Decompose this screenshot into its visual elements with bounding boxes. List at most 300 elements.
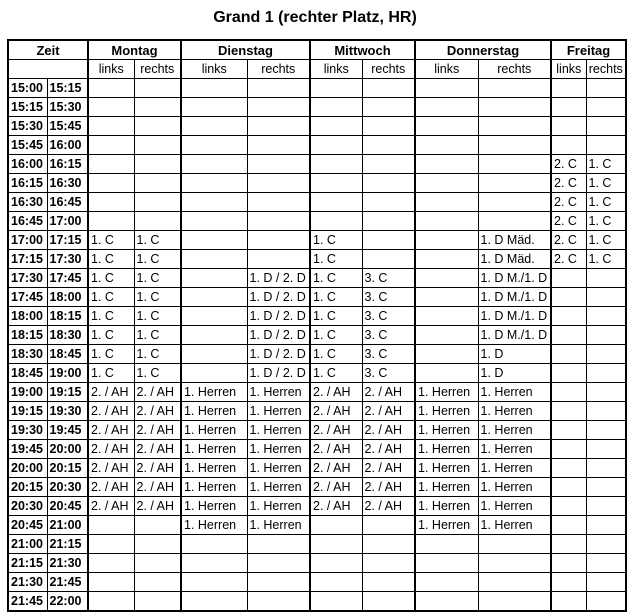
time-to-cell: 15:30 [47,98,88,117]
slot-cell [415,554,478,573]
slot-cell [478,193,551,212]
slot-cell [551,535,586,554]
time-from-cell: 18:45 [8,364,47,383]
slot-cell: 1. C [88,345,134,364]
slot-cell: 1. C [310,307,362,326]
slot-cell: 1. Herren [247,516,310,535]
header-day-donnerstag: Donnerstag [415,40,551,60]
slot-cell [134,79,181,98]
time-from-cell: 19:30 [8,421,47,440]
slot-cell: 1. C [310,326,362,345]
slot-cell: 1. Herren [415,516,478,535]
slot-cell [247,79,310,98]
slot-cell: 1. C [586,250,626,269]
slot-cell: 2. / AH [362,478,415,497]
time-from-cell: 17:30 [8,269,47,288]
slot-cell [551,98,586,117]
slot-cell [181,231,247,250]
slot-cell: 2. C [551,250,586,269]
slot-cell [310,554,362,573]
slot-cell: 1. Herren [415,478,478,497]
slot-cell: 1. Herren [415,440,478,459]
time-to-cell: 19:30 [47,402,88,421]
slot-cell: 1. C [88,307,134,326]
slot-cell [88,592,134,612]
slot-cell: 1. C [134,269,181,288]
slot-cell [247,212,310,231]
slot-cell: 1. D / 2. D [247,288,310,307]
slot-cell [310,212,362,231]
table-row [8,478,626,497]
time-from-cell: 16:30 [8,193,47,212]
slot-cell [478,554,551,573]
slot-cell [181,193,247,212]
slot-cell: 1. C [310,364,362,383]
slot-cell [551,383,586,402]
slot-cell [247,174,310,193]
slot-cell [478,136,551,155]
slot-cell [310,535,362,554]
slot-cell: 1. Herren [415,402,478,421]
slot-cell [88,212,134,231]
table-row [8,155,626,174]
time-from-cell: 18:00 [8,307,47,326]
time-to-cell: 21:00 [47,516,88,535]
table-row [8,364,626,383]
slot-cell [478,212,551,231]
schedule-body [8,79,626,612]
slot-cell [586,592,626,612]
slot-cell: 1. Herren [181,459,247,478]
slot-cell: 1. Herren [478,516,551,535]
slot-cell: 2. / AH [88,478,134,497]
slot-cell: 2. C [551,212,586,231]
slot-cell: 2. / AH [134,440,181,459]
slot-cell: 2. / AH [134,421,181,440]
header-sub: rechts [362,60,415,79]
slot-cell [310,136,362,155]
slot-cell [551,79,586,98]
slot-cell [415,364,478,383]
slot-cell: 1. D [478,364,551,383]
slot-cell [310,117,362,136]
slot-cell: 1. Herren [478,421,551,440]
time-to-cell: 18:00 [47,288,88,307]
slot-cell [181,117,247,136]
slot-cell [88,516,134,535]
slot-cell [586,478,626,497]
table-row [8,535,626,554]
slot-cell [134,174,181,193]
slot-cell: 1. Herren [181,383,247,402]
slot-cell: 1. C [134,326,181,345]
slot-cell: 1. Herren [247,478,310,497]
table-row [8,307,626,326]
slot-cell [134,155,181,174]
header-sub: links [88,60,134,79]
slot-cell [551,326,586,345]
time-from-cell: 19:00 [8,383,47,402]
slot-cell [551,307,586,326]
slot-cell [134,592,181,612]
time-to-cell: 19:45 [47,421,88,440]
slot-cell: 2. / AH [88,383,134,402]
time-from-cell: 17:00 [8,231,47,250]
time-to-cell: 16:00 [47,136,88,155]
table-row [8,79,626,98]
slot-cell [586,288,626,307]
slot-cell: 1. C [134,345,181,364]
time-from-cell: 16:15 [8,174,47,193]
slot-cell: 2. / AH [310,459,362,478]
time-to-cell: 20:15 [47,459,88,478]
slot-cell [181,554,247,573]
slot-cell: 1. Herren [478,478,551,497]
slot-cell [415,79,478,98]
time-from-cell: 21:30 [8,573,47,592]
slot-cell: 2. / AH [310,383,362,402]
slot-cell [551,478,586,497]
header-sub: links [415,60,478,79]
slot-cell [88,193,134,212]
slot-cell [181,288,247,307]
time-to-cell: 21:45 [47,573,88,592]
slot-cell: 2. / AH [88,402,134,421]
table-row [8,497,626,516]
slot-cell: 2. / AH [88,440,134,459]
slot-cell [478,174,551,193]
header-day-freitag: Freitag [551,40,626,60]
time-from-cell: 15:45 [8,136,47,155]
table-row [8,345,626,364]
table-row [8,421,626,440]
slot-cell: 2. / AH [362,383,415,402]
slot-cell: 1. Herren [181,516,247,535]
slot-cell: 1. D Mäd. [478,231,551,250]
header-day-mittwoch: Mittwoch [310,40,415,60]
slot-cell: 1. C [134,364,181,383]
table-row [8,269,626,288]
slot-cell [134,516,181,535]
slot-cell [551,440,586,459]
slot-cell: 1. Herren [247,459,310,478]
header-sub: rechts [134,60,181,79]
slot-cell: 2. C [551,155,586,174]
slot-cell [586,421,626,440]
slot-cell: 2. C [551,193,586,212]
time-to-cell: 21:30 [47,554,88,573]
slot-cell [181,269,247,288]
time-to-cell: 16:15 [47,155,88,174]
slot-cell [362,554,415,573]
page-title: Grand 1 (rechter Platz, HR) [213,9,417,26]
slot-cell [551,421,586,440]
slot-cell: 2. / AH [134,383,181,402]
slot-cell [478,535,551,554]
time-from-cell: 17:15 [8,250,47,269]
slot-cell [415,345,478,364]
slot-cell: 1. D Mäd. [478,250,551,269]
slot-cell: 1. C [310,269,362,288]
slot-cell [415,250,478,269]
time-from-cell: 19:45 [8,440,47,459]
slot-cell [586,307,626,326]
slot-cell: 1. D / 2. D [247,364,310,383]
slot-cell [551,573,586,592]
slot-cell [88,136,134,155]
slot-cell [478,592,551,612]
time-from-cell: 16:45 [8,212,47,231]
time-from-cell: 15:30 [8,117,47,136]
slot-cell [134,98,181,117]
slot-cell: 1. C [134,250,181,269]
slot-cell: 3. C [362,364,415,383]
slot-cell [181,307,247,326]
slot-cell: 1. C [134,288,181,307]
slot-cell [551,269,586,288]
slot-cell [181,136,247,155]
slot-cell [586,459,626,478]
time-to-cell: 17:00 [47,212,88,231]
slot-cell: 3. C [362,345,415,364]
slot-cell [134,212,181,231]
slot-cell [586,79,626,98]
slot-cell [551,117,586,136]
slot-cell: 2. / AH [134,402,181,421]
slot-cell: 2. / AH [310,402,362,421]
slot-cell [181,592,247,612]
slot-cell: 1. C [88,250,134,269]
slot-cell [362,98,415,117]
slot-cell [586,98,626,117]
side-header-row [8,60,626,79]
slot-cell [415,269,478,288]
slot-cell [362,117,415,136]
header-sub: rechts [247,60,310,79]
slot-cell [88,117,134,136]
slot-cell [415,592,478,612]
time-to-cell: 17:30 [47,250,88,269]
slot-cell: 1. D M./1. D [478,269,551,288]
slot-cell [551,402,586,421]
slot-cell [478,155,551,174]
slot-cell [181,535,247,554]
slot-cell [181,155,247,174]
slot-cell [247,117,310,136]
slot-cell [181,79,247,98]
day-header-row [8,40,626,60]
slot-cell: 1. D / 2. D [247,326,310,345]
table-row [8,516,626,535]
slot-cell [247,250,310,269]
slot-cell [134,193,181,212]
time-from-cell: 16:00 [8,155,47,174]
slot-cell: 2. C [551,231,586,250]
slot-cell: 1. Herren [247,497,310,516]
slot-cell [415,117,478,136]
slot-cell [181,364,247,383]
time-from-cell: 21:00 [8,535,47,554]
slot-cell [586,364,626,383]
slot-cell: 1. Herren [478,459,551,478]
slot-cell [247,193,310,212]
slot-cell [310,174,362,193]
slot-cell: 1. Herren [478,440,551,459]
slot-cell [181,345,247,364]
slot-cell [88,98,134,117]
slot-cell [88,573,134,592]
slot-cell [415,136,478,155]
slot-cell: 1. Herren [247,383,310,402]
slot-cell: 1. Herren [478,383,551,402]
slot-cell: 1. Herren [478,497,551,516]
slot-cell [310,592,362,612]
time-to-cell: 21:15 [47,535,88,554]
time-from-cell: 21:45 [8,592,47,612]
time-to-cell: 20:30 [47,478,88,497]
time-to-cell: 17:15 [47,231,88,250]
table-row [8,288,626,307]
slot-cell [415,535,478,554]
table-row [8,250,626,269]
slot-cell [247,535,310,554]
table-row [8,136,626,155]
slot-cell [247,136,310,155]
slot-cell: 1. C [310,288,362,307]
slot-cell [551,592,586,612]
slot-cell: 1. C [310,345,362,364]
table-row [8,440,626,459]
slot-cell [586,440,626,459]
slot-cell [551,516,586,535]
table-row [8,383,626,402]
slot-cell [586,117,626,136]
slot-cell [551,459,586,478]
slot-cell: 2. / AH [310,421,362,440]
slot-cell: 2. / AH [362,459,415,478]
slot-cell [415,155,478,174]
slot-cell [310,98,362,117]
time-to-cell: 18:15 [47,307,88,326]
slot-cell: 1. Herren [181,421,247,440]
header-day-montag: Montag [88,40,181,60]
time-from-cell: 21:15 [8,554,47,573]
slot-cell [88,155,134,174]
time-from-cell: 20:15 [8,478,47,497]
slot-cell [586,402,626,421]
slot-cell [415,212,478,231]
slot-cell [134,117,181,136]
time-from-cell: 18:15 [8,326,47,345]
header-zeit-blank [8,60,88,79]
slot-cell [362,212,415,231]
slot-cell: 2. / AH [134,478,181,497]
table-row [8,554,626,573]
table-row [8,573,626,592]
time-from-cell: 18:30 [8,345,47,364]
slot-cell [247,592,310,612]
slot-cell [551,345,586,364]
slot-cell: 1. Herren [415,459,478,478]
slot-cell: 1. Herren [415,421,478,440]
slot-cell: 1. C [586,155,626,174]
slot-cell: 1. Herren [181,402,247,421]
slot-cell: 1. Herren [181,478,247,497]
slot-cell [478,117,551,136]
slot-cell [88,79,134,98]
slot-cell: 1. C [586,193,626,212]
time-to-cell: 16:30 [47,174,88,193]
time-to-cell: 17:45 [47,269,88,288]
slot-cell [586,269,626,288]
slot-cell [362,193,415,212]
slot-cell [362,155,415,174]
slot-cell [247,155,310,174]
slot-cell: 1. C [586,212,626,231]
slot-cell: 3. C [362,269,415,288]
slot-cell [478,98,551,117]
slot-cell [415,193,478,212]
slot-cell: 1. D M./1. D [478,307,551,326]
slot-cell [181,212,247,231]
table-row [8,212,626,231]
slot-cell [134,136,181,155]
slot-cell: 3. C [362,307,415,326]
time-to-cell: 15:45 [47,117,88,136]
time-from-cell: 15:15 [8,98,47,117]
slot-cell [586,383,626,402]
slot-cell: 1. Herren [181,440,247,459]
slot-cell [362,79,415,98]
slot-cell [362,573,415,592]
table-row [8,592,626,612]
slot-cell: 2. / AH [362,421,415,440]
slot-cell: 2. / AH [362,497,415,516]
slot-cell [247,98,310,117]
time-from-cell: 19:15 [8,402,47,421]
slot-cell: 2. / AH [362,440,415,459]
slot-cell [478,573,551,592]
time-to-cell: 22:00 [47,592,88,612]
header-day-dienstag: Dienstag [181,40,310,60]
table-row [8,402,626,421]
time-to-cell: 15:15 [47,79,88,98]
slot-cell [586,326,626,345]
slot-cell [362,535,415,554]
slot-cell [586,516,626,535]
slot-cell [181,250,247,269]
time-to-cell: 19:00 [47,364,88,383]
slot-cell [362,136,415,155]
slot-cell: 1. Herren [247,421,310,440]
table-row [8,326,626,345]
schedule-table [7,39,627,612]
slot-cell: 1. C [310,231,362,250]
time-to-cell: 18:45 [47,345,88,364]
header-zeit: Zeit [8,40,88,60]
slot-cell: 2. / AH [88,459,134,478]
slot-cell: 1. C [134,231,181,250]
slot-cell: 2. / AH [362,402,415,421]
slot-cell [362,250,415,269]
slot-cell [415,98,478,117]
time-from-cell: 20:30 [8,497,47,516]
slot-cell [310,79,362,98]
slot-cell: 1. C [310,250,362,269]
slot-cell: 1. C [88,364,134,383]
slot-cell: 1. C [586,174,626,193]
slot-cell [415,288,478,307]
